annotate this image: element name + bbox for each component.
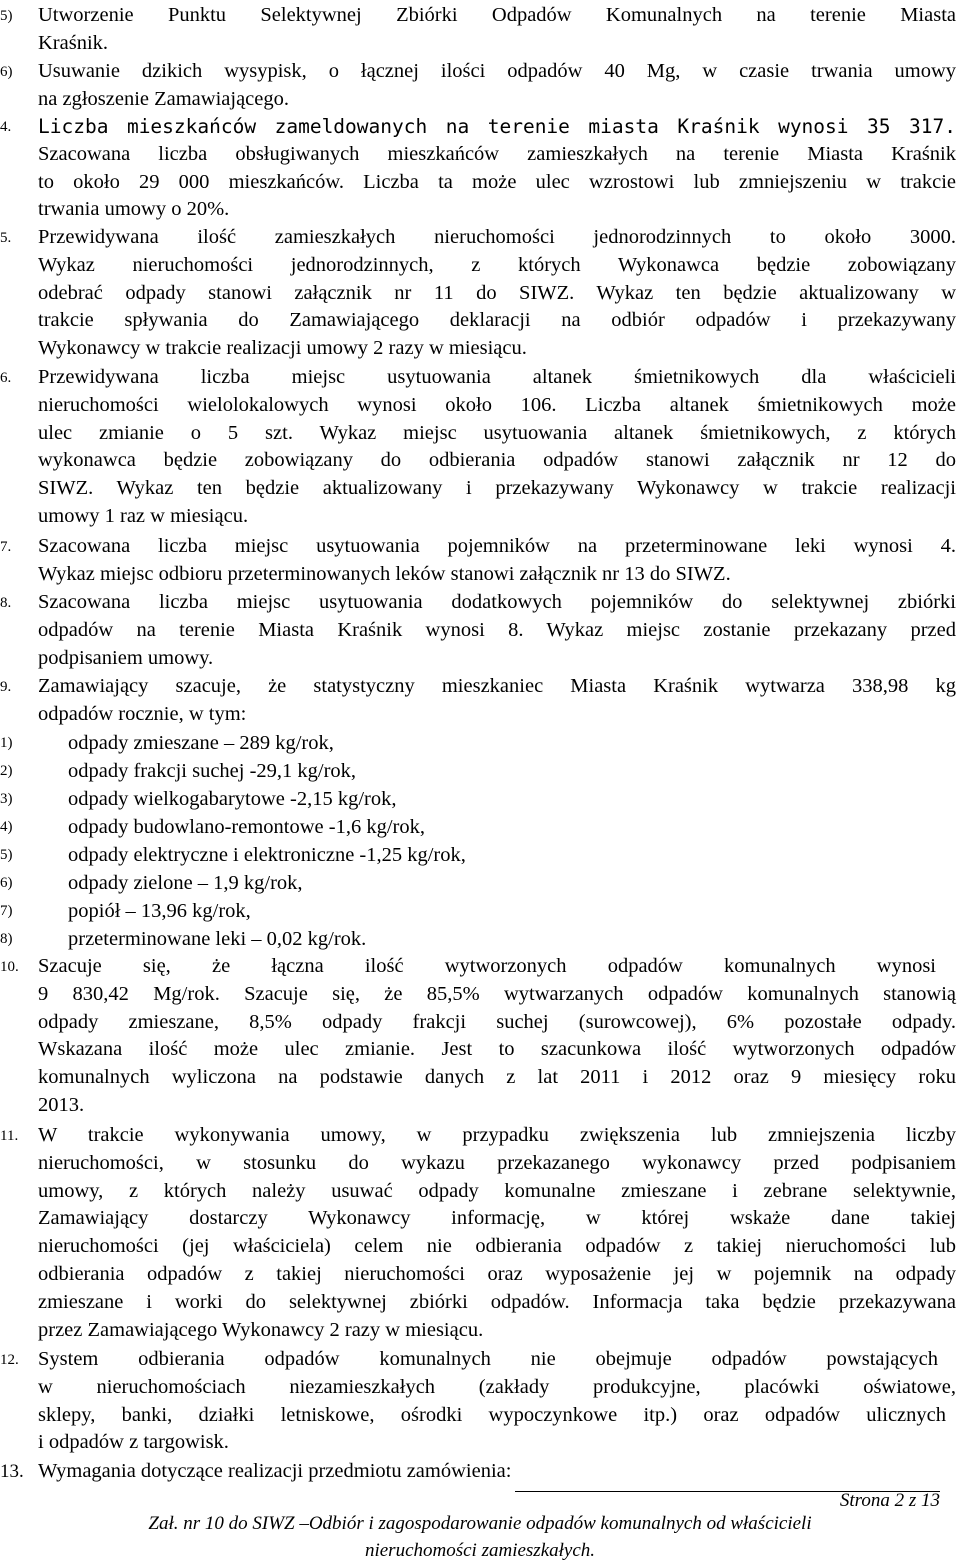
paragraph-line: Zamawiający szacuje, że statystyczny mieszkaniec Miasta Kraśnik wytwarza 338,98 kg bbox=[38, 675, 956, 697]
paragraph-line: na zgłoszenie Zamawiającego. bbox=[38, 87, 289, 110]
list-item-number: 6) bbox=[0, 64, 13, 80]
paragraph-line: W trakcie wykonywania umowy, w przypadku zwiększenia lub zmniejszenia liczby bbox=[38, 1124, 956, 1146]
paragraph-line: 2013. bbox=[38, 1093, 85, 1116]
paragraph-line: przez Zamawiającego Wykonawcy 2 razy w miesiącu. bbox=[38, 1318, 484, 1341]
sublist-text: odpady budowlano-remontowe -1,6 kg/rok, bbox=[68, 816, 425, 838]
paragraph-line: ulec zmianie o 5 szt. Wykaz miejsc usytuowania altanek śmietnikowych, z których bbox=[38, 421, 956, 444]
paragraph-line: Szacowana liczba miejsc usytuowania dodatkowych pojemników do selektywnej zbiórki bbox=[38, 591, 956, 613]
paragraph-line: SIWZ. Wykaz ten będzie aktualizowany i przekazywany Wykonawcy w trakcie realizacji bbox=[38, 477, 956, 500]
paragraph-line: 9 830,42 Mg/rok. Szacuje się, że 85,5% wytwarzanych odpadów komunalnych stanowią bbox=[38, 982, 956, 1005]
paragraph-line: w nieruchomościach niezamieszkałych (zakłady produkcyjne, placówki oświatowe, bbox=[38, 1375, 956, 1398]
paragraph-line: i odpadów z targowisk. bbox=[38, 1431, 229, 1454]
paragraph-number: 11. bbox=[0, 1128, 19, 1144]
paragraph-line: odpadów na terenie Miasta Kraśnik wynosi 8. Wykaz miejsc zostanie przekazany przed bbox=[38, 618, 956, 641]
paragraph-number: 5. bbox=[0, 230, 12, 246]
paragraph-line: Zamawiający dostarczy Wykonawcy informację, w której wskaże dane takiej bbox=[38, 1207, 956, 1230]
paragraph-line: odpadów rocznie, w tym: bbox=[38, 702, 247, 725]
paragraph-line: odbierania odpadów z takiej nieruchomości oraz wyposażenie jej w pojemnik na odpady bbox=[38, 1262, 956, 1285]
paragraph-number: 10. bbox=[0, 959, 19, 975]
paragraph-line: umowy, z których należy usuwać odpady komunalne zmieszane i zebrane selektywnie, bbox=[38, 1179, 956, 1202]
paragraph-number: 4. bbox=[0, 119, 12, 135]
paragraph-line: umowy 1 raz w miesiącu. bbox=[38, 504, 249, 527]
paragraph-line: odpady zmieszane, 8,5% odpady frakcji suchej (surowcowej), 6% pozostałe odpady. bbox=[38, 1010, 956, 1033]
paragraph-line: sklepy, banki, działki letniskowe, ośrodki wypoczynkowe itp.) oraz odpadów ulicznych bbox=[38, 1403, 946, 1426]
sublist-number: 8) bbox=[0, 931, 13, 947]
paragraph-line: trwania umowy o 20%. bbox=[38, 198, 230, 221]
sublist-number: 5) bbox=[0, 847, 13, 863]
sublist-text: odpady wielkogabarytowe -2,15 kg/rok, bbox=[68, 788, 397, 810]
paragraph-line: zmieszane i worki do selektywnej zbiórki odpadów. Informacja taka będzie przekazywana bbox=[38, 1290, 956, 1313]
paragraph-line: podpisaniem umowy. bbox=[38, 646, 214, 669]
paragraph-number: 13. bbox=[0, 1461, 24, 1482]
sublist-number: 6) bbox=[0, 875, 13, 891]
paragraph-line: to około 29 000 mieszkańców. Liczba ta może ulec wzrostowi lub zmniejszeniu w trakcie bbox=[38, 170, 956, 193]
paragraph-number: 7. bbox=[0, 539, 12, 555]
paragraph-number: 9. bbox=[0, 679, 12, 695]
paragraph-line: Wykaz nieruchomości jednorodzinnych, z których Wykonawca będzie zobowiązany bbox=[38, 253, 956, 276]
paragraph-line: System odbierania odpadów komunalnych nie obejmuje odpadów powstających bbox=[38, 1348, 938, 1370]
paragraph-line: nieruchomości (jej właściciela) celem nie odbierania odpadów z takiej nieruchomości lub bbox=[38, 1235, 956, 1258]
paragraph-line: Przewidywana ilość zamieszkałych nieruchomości jednorodzinnych to około 3000. bbox=[38, 226, 956, 248]
sublist-text: przeterminowane leki – 0,02 kg/rok. bbox=[68, 928, 367, 950]
paragraph-line: nieruchomości wielolokalowych wynosi około 106. Liczba altanek śmietnikowych może bbox=[38, 393, 956, 416]
sublist-number: 1) bbox=[0, 735, 13, 751]
list-item-number: 5) bbox=[0, 8, 13, 24]
sublist-text: odpady zielone – 1,9 kg/rok, bbox=[68, 872, 303, 894]
paragraph-line: Wymagania dotyczące realizacji przedmiotu zamówienia: bbox=[38, 1460, 512, 1482]
paragraph-line: Utworzenie Punktu Selektywnej Zbiórki Odpadów Komunalnych na terenie Miasta bbox=[38, 4, 956, 26]
sublist-number: 7) bbox=[0, 903, 13, 919]
paragraph-line: Wykaz miejsc odbioru przeterminowanych leków stanowi załącznik nr 13 do SIWZ. bbox=[38, 562, 731, 585]
paragraph-line: odebrać odpady stanowi załącznik nr 11 do SIWZ. Wykaz ten będzie aktualizowany w bbox=[38, 281, 956, 304]
paragraph-line: Wykonawcy w trakcie realizacji umowy 2 razy w miesiącu. bbox=[38, 337, 527, 360]
page-number: Strona 2 z 13 bbox=[839, 1490, 940, 1511]
sublist-number: 4) bbox=[0, 819, 13, 835]
paragraph-line: Liczba mieszkańców zameldowanych na terenie miasta Kraśnik wynosi 35 317. bbox=[38, 115, 956, 138]
paragraph-line: Szacuje się, że łączna ilość wytworzonych odpadów komunalnych wynosi bbox=[38, 955, 936, 977]
paragraph-line: Usuwanie dzikich wysypisk, o łącznej ilości odpadów 40 Mg, w czasie trwania umowy bbox=[38, 60, 956, 82]
paragraph-line: wykonawca będzie zobowiązany do odbierania odpadów stanowi załącznik nr 12 do bbox=[38, 449, 956, 472]
paragraph-number: 8. bbox=[0, 595, 12, 611]
sublist-number: 3) bbox=[0, 791, 13, 807]
sublist-text: odpady frakcji suchej -29,1 kg/rok, bbox=[68, 760, 357, 782]
sublist-number: 2) bbox=[0, 763, 13, 779]
paragraph-line: Kraśnik. bbox=[38, 31, 109, 54]
sublist-text: popiół – 13,96 kg/rok, bbox=[68, 900, 251, 922]
sublist-text: odpady elektryczne i elektroniczne -1,25 kg/rok, bbox=[68, 844, 466, 866]
paragraph-line: Szacowana liczba miejsc usytuowania pojemników na przeterminowane leki wynosi 4. bbox=[38, 535, 956, 557]
footer-title: Zał. nr 10 do SIWZ –Odbiór i zagospodarowanie odpadów komunalnych od właścicieli bbox=[148, 1513, 812, 1534]
paragraph-line: Szacowana liczba obsługiwanych mieszkańców zamieszkałych na terenie Miasta Kraśnik bbox=[38, 142, 956, 165]
paragraph-number: 6. bbox=[0, 370, 12, 386]
paragraph-line: komunalnych wyliczona na podstawie danych z lat 2011 i 2012 oraz 9 miesięcy roku bbox=[38, 1066, 956, 1089]
paragraph-line: trakcie spływania do Zamawiającego deklaracji na odbiór odpadów i przekazywany bbox=[38, 309, 956, 332]
paragraph-line: nieruchomości, w stosunku do wykazu przekazanego wykonawcy przed podpisaniem bbox=[38, 1151, 956, 1174]
paragraph-line: Wskazana ilość może ulec zmianie. Jest to szacunkowa ilość wytworzonych odpadów bbox=[38, 1038, 956, 1061]
sublist-text: odpady zmieszane – 289 kg/rok, bbox=[68, 732, 334, 754]
paragraph-number: 12. bbox=[0, 1352, 19, 1368]
footer-subtitle: nieruchomości zamieszkałych. bbox=[364, 1540, 596, 1561]
paragraph-line: Przewidywana liczba miejsc usytuowania altanek śmietnikowych dla właścicieli bbox=[38, 366, 956, 388]
